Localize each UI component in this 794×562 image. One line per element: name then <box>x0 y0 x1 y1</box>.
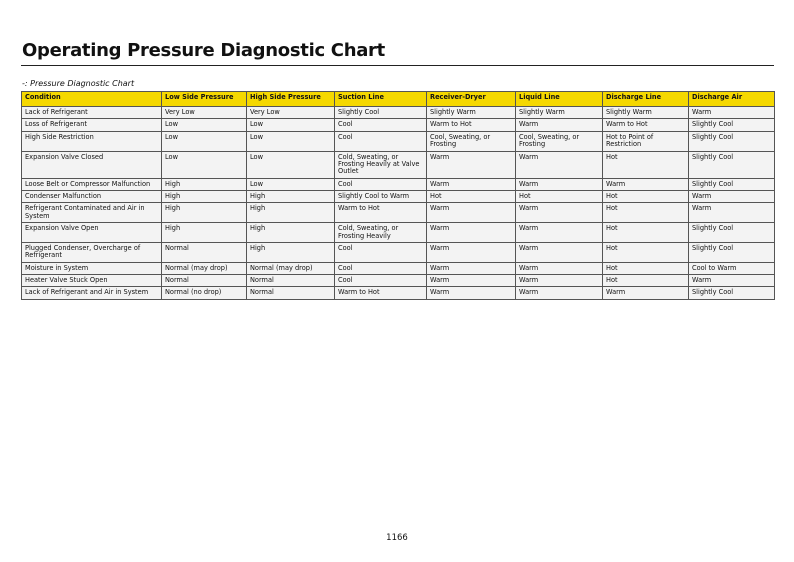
cell-suction-line: Cool <box>335 275 427 287</box>
cell-discharge-line: Hot <box>603 242 689 262</box>
cell-discharge-air: Slightly Cool <box>689 131 775 151</box>
cell-high-side-pressure: Low <box>247 151 335 178</box>
cell-discharge-line: Warm to Hot <box>603 119 689 131</box>
cell-high-side-pressure: High <box>247 203 335 223</box>
cell-low-side-pressure: Low <box>162 151 247 178</box>
cell-receiver-dryer: Warm <box>427 287 516 299</box>
cell-discharge-air: Warm <box>689 203 775 223</box>
cell-discharge-air: Warm <box>689 107 775 119</box>
cell-low-side-pressure: Normal <box>162 242 247 262</box>
cell-discharge-line: Warm <box>603 178 689 190</box>
table-row <box>22 119 775 131</box>
cell-discharge-air: Warm <box>689 275 775 287</box>
table-body <box>22 107 775 300</box>
cell-receiver-dryer: Warm <box>427 178 516 190</box>
table-row <box>22 275 775 287</box>
cell-liquid-line: Warm <box>516 287 603 299</box>
cell-condition: Expansion Valve Closed <box>22 151 162 178</box>
cell-condition: High Side Restriction <box>22 131 162 151</box>
table-header-row <box>22 92 775 107</box>
cell-low-side-pressure: High <box>162 223 247 243</box>
cell-suction-line: Cool <box>335 242 427 262</box>
column-header-discharge-air: Discharge Air <box>689 92 775 107</box>
table-row <box>22 178 775 190</box>
cell-liquid-line: Slightly Warm <box>516 107 603 119</box>
cell-suction-line: Cool <box>335 131 427 151</box>
cell-receiver-dryer: Warm <box>427 223 516 243</box>
cell-high-side-pressure: High <box>247 191 335 203</box>
cell-discharge-air: Slightly Cool <box>689 178 775 190</box>
column-header-high-side-pressure: High Side Pressure <box>247 92 335 107</box>
cell-high-side-pressure: Normal <box>247 275 335 287</box>
cell-discharge-air: Slightly Cool <box>689 119 775 131</box>
column-header-condition: Condition <box>22 92 162 107</box>
cell-high-side-pressure: Low <box>247 119 335 131</box>
table-row <box>22 223 775 243</box>
cell-low-side-pressure: Low <box>162 119 247 131</box>
cell-suction-line: Warm to Hot <box>335 203 427 223</box>
cell-low-side-pressure: Low <box>162 131 247 151</box>
table-row <box>22 131 775 151</box>
cell-liquid-line: Warm <box>516 119 603 131</box>
cell-suction-line: Cool <box>335 119 427 131</box>
cell-liquid-line: Cool, Sweating, or Frosting <box>516 131 603 151</box>
cell-receiver-dryer: Slightly Warm <box>427 107 516 119</box>
column-header-low-side-pressure: Low Side Pressure <box>162 92 247 107</box>
cell-liquid-line: Warm <box>516 242 603 262</box>
cell-discharge-line: Warm <box>603 287 689 299</box>
cell-condition: Expansion Valve Open <box>22 223 162 243</box>
cell-liquid-line: Warm <box>516 275 603 287</box>
cell-receiver-dryer: Warm <box>427 151 516 178</box>
cell-liquid-line: Warm <box>516 223 603 243</box>
table-row <box>22 107 775 119</box>
column-header-discharge-line: Discharge Line <box>603 92 689 107</box>
cell-suction-line: Cold, Sweating, or Frosting Heavily <box>335 223 427 243</box>
cell-discharge-air: Slightly Cool <box>689 223 775 243</box>
cell-receiver-dryer: Cool, Sweating, or Frosting <box>427 131 516 151</box>
page-number: 1166 <box>386 533 408 543</box>
cell-condition: Loss of Refrigerant <box>22 119 162 131</box>
cell-discharge-line: Hot <box>603 262 689 274</box>
cell-low-side-pressure: High <box>162 191 247 203</box>
table-row <box>22 191 775 203</box>
cell-high-side-pressure: High <box>247 223 335 243</box>
cell-suction-line: Cool <box>335 178 427 190</box>
cell-discharge-line: Slightly Warm <box>603 107 689 119</box>
cell-suction-line: Slightly Cool <box>335 107 427 119</box>
pressure-diagnostic-table <box>21 91 775 300</box>
cell-discharge-line: Hot <box>603 203 689 223</box>
page-title: Operating Pressure Diagnostic Chart <box>22 40 385 61</box>
cell-receiver-dryer: Warm <box>427 262 516 274</box>
column-header-receiver-dryer: Receiver-Dryer <box>427 92 516 107</box>
cell-suction-line: Cold, Sweating, or Frosting Heavily at Valve Outlet <box>335 151 427 178</box>
cell-receiver-dryer: Warm <box>427 242 516 262</box>
cell-high-side-pressure: Low <box>247 178 335 190</box>
cell-condition: Lack of Refrigerant and Air in System <box>22 287 162 299</box>
table-caption: -: Pressure Diagnostic Chart <box>22 79 135 88</box>
cell-discharge-line: Hot to Point of Restriction <box>603 131 689 151</box>
cell-suction-line: Cool <box>335 262 427 274</box>
cell-discharge-line: Hot <box>603 223 689 243</box>
table-row <box>22 151 775 178</box>
cell-condition: Plugged Condenser, Overcharge of Refrigerant <box>22 242 162 262</box>
cell-receiver-dryer: Warm <box>427 275 516 287</box>
cell-liquid-line: Warm <box>516 262 603 274</box>
cell-condition: Lack of Refrigerant <box>22 107 162 119</box>
cell-high-side-pressure: High <box>247 242 335 262</box>
cell-low-side-pressure: Very Low <box>162 107 247 119</box>
cell-low-side-pressure: Normal (no drop) <box>162 287 247 299</box>
cell-low-side-pressure: Normal <box>162 275 247 287</box>
column-header-suction-line: Suction Line <box>335 92 427 107</box>
cell-receiver-dryer: Warm <box>427 203 516 223</box>
cell-liquid-line: Warm <box>516 178 603 190</box>
table-row <box>22 287 775 299</box>
cell-liquid-line: Warm <box>516 203 603 223</box>
cell-discharge-line: Hot <box>603 191 689 203</box>
cell-liquid-line: Warm <box>516 151 603 178</box>
table-row <box>22 262 775 274</box>
cell-receiver-dryer: Hot <box>427 191 516 203</box>
cell-suction-line: Warm to Hot <box>335 287 427 299</box>
cell-suction-line: Slightly Cool to Warm <box>335 191 427 203</box>
table-row <box>22 203 775 223</box>
cell-receiver-dryer: Warm to Hot <box>427 119 516 131</box>
cell-condition: Condenser Malfunction <box>22 191 162 203</box>
cell-discharge-line: Hot <box>603 151 689 178</box>
cell-discharge-air: Slightly Cool <box>689 242 775 262</box>
cell-discharge-air: Cool to Warm <box>689 262 775 274</box>
cell-high-side-pressure: Normal (may drop) <box>247 262 335 274</box>
cell-discharge-line: Hot <box>603 275 689 287</box>
cell-high-side-pressure: Very Low <box>247 107 335 119</box>
cell-discharge-air: Slightly Cool <box>689 151 775 178</box>
column-header-liquid-line: Liquid Line <box>516 92 603 107</box>
cell-low-side-pressure: High <box>162 203 247 223</box>
cell-high-side-pressure: Normal <box>247 287 335 299</box>
cell-condition: Moisture in System <box>22 262 162 274</box>
cell-condition: Heater Valve Stuck Open <box>22 275 162 287</box>
cell-low-side-pressure: High <box>162 178 247 190</box>
cell-discharge-air: Warm <box>689 191 775 203</box>
cell-low-side-pressure: Normal (may drop) <box>162 262 247 274</box>
cell-condition: Loose Belt or Compressor Malfunction <box>22 178 162 190</box>
cell-condition: Refrigerant Contaminated and Air in System <box>22 203 162 223</box>
cell-high-side-pressure: Low <box>247 131 335 151</box>
title-rule <box>21 65 774 66</box>
cell-liquid-line: Hot <box>516 191 603 203</box>
cell-discharge-air: Slightly Cool <box>689 287 775 299</box>
table-row <box>22 242 775 262</box>
